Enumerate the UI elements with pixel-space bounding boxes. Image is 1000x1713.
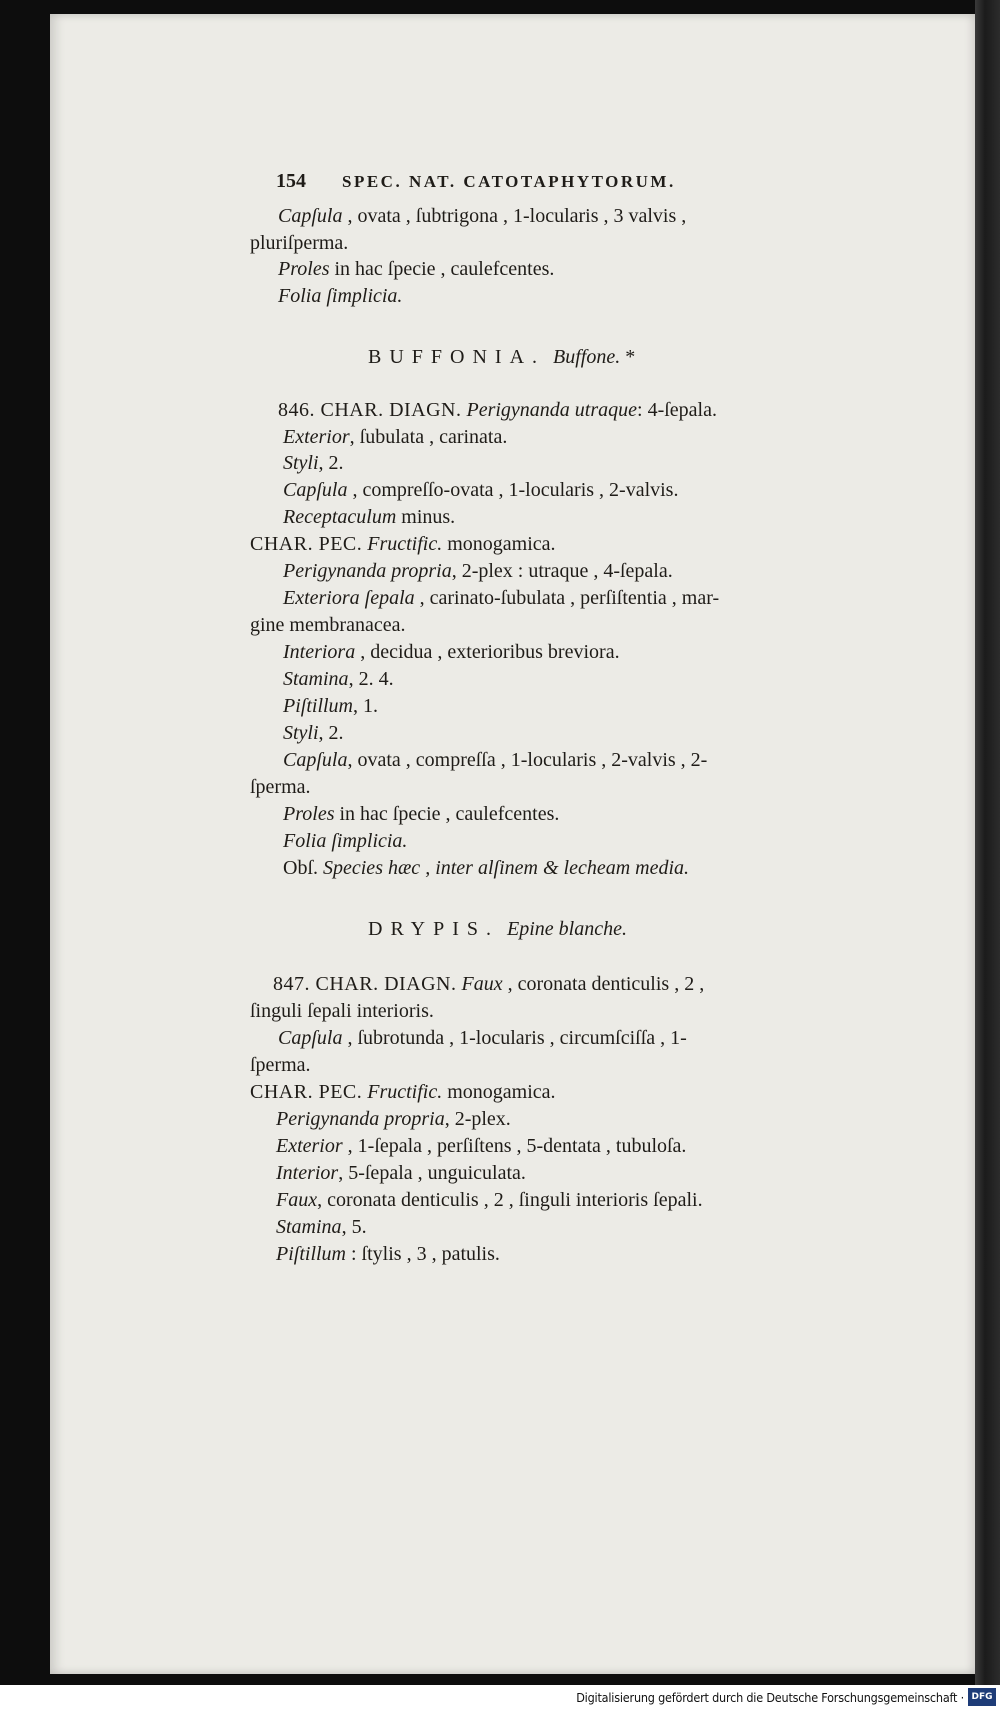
text: : 4-ſepala. — [637, 399, 717, 421]
text: : ſtylis , 3 , patulis. — [351, 1243, 500, 1265]
text: monogamica. — [447, 1081, 556, 1103]
term: Interiora — [283, 641, 356, 663]
text: , ovata , compreſſa , 1-locularis , 2-valvis , 2- — [347, 749, 708, 771]
text: Obſ. — [283, 857, 318, 879]
text-line — [276, 1188, 703, 1212]
text: , 5. — [341, 1216, 367, 1238]
text-line — [273, 972, 704, 996]
text-line — [276, 1107, 511, 1131]
term: Capſula — [283, 479, 348, 501]
book-edge — [975, 0, 1000, 1685]
term: Styli — [283, 452, 319, 474]
term: Faux — [461, 973, 503, 995]
term: Folia ſimplicia. — [278, 285, 403, 307]
text: , decidua , exterioribus breviora. — [360, 641, 620, 663]
text: , 2. — [318, 452, 344, 474]
text-line — [283, 748, 707, 772]
text-line — [283, 505, 455, 529]
term: Piſtillum — [276, 1243, 346, 1265]
page-number: 154 — [276, 170, 306, 192]
text: in hac ſpecie , caulefcentes. — [334, 258, 555, 280]
text: , compreſſo-ovata , 1-locularis , 2-valvis. — [352, 479, 679, 501]
running-title: SPEC. NAT. CATOTAPHYTORUM. — [342, 172, 676, 191]
term: Receptaculum — [283, 506, 397, 528]
term: Fructific. — [367, 533, 443, 555]
text-line — [250, 613, 405, 637]
book-page — [50, 14, 975, 1674]
text-line — [278, 1026, 687, 1050]
dfg-logo: DFG — [968, 1688, 996, 1706]
genus-name: DRYPIS. — [368, 918, 500, 940]
text: 846. CHAR. DIAGN. — [278, 399, 462, 421]
term: Capſula — [283, 749, 348, 771]
term: Folia ſimplicia. — [283, 830, 408, 852]
digitization-footer — [0, 1685, 1000, 1713]
text-line — [276, 1215, 367, 1239]
text-line — [250, 1080, 556, 1104]
term: Piſtillum — [283, 695, 353, 717]
text-line — [283, 856, 689, 880]
text-line — [283, 425, 507, 449]
text: CHAR. PEC. — [250, 533, 363, 555]
text-line — [283, 721, 344, 745]
text: , carinato-ſubulata , perſiſtentia , mar- — [419, 587, 720, 609]
text-line — [278, 257, 554, 281]
text: monogamica. — [447, 533, 556, 555]
text: CHAR. PEC. — [250, 1081, 363, 1103]
text-line — [278, 398, 717, 422]
text: ſperma. — [250, 1054, 311, 1076]
term: Fructific. — [367, 1081, 443, 1103]
vernacular-name: Buffone. — [553, 346, 621, 368]
term: Capſula — [278, 1027, 343, 1049]
text-line — [276, 1161, 526, 1185]
text-line — [250, 775, 311, 799]
text-line — [276, 1242, 500, 1266]
text: , ovata , ſubtrigona , 1-locularis , 3 valvis , — [347, 205, 687, 227]
text-line — [283, 667, 394, 691]
text: , 5-ſepala , unguiculata. — [338, 1162, 526, 1184]
term: Perigynanda propria — [283, 560, 452, 582]
mark: * — [625, 346, 636, 368]
funding-credit: Digitalisierung gefördert durch die Deutsche Forschungsgemeinschaft · — [576, 1690, 964, 1705]
text: gine membranacea. — [250, 614, 406, 636]
term: Exterior — [276, 1135, 343, 1157]
term: Proles — [283, 803, 335, 825]
text: , 2-plex : utraque , 4-ſepala. — [451, 560, 673, 582]
text-line — [250, 231, 348, 255]
genus-name: BUFFONIA. — [368, 346, 546, 368]
text: , coronata denticulis , 2 , ſinguli interioris ſepali. — [317, 1189, 703, 1211]
text: pluriſperma. — [250, 232, 349, 254]
text: , ſubulata , carinata. — [349, 426, 508, 448]
text-line — [250, 532, 556, 556]
vernacular-name: Epine blanche. — [507, 918, 627, 940]
text-line — [283, 640, 620, 664]
text-line — [278, 204, 686, 228]
text: , 2-plex. — [444, 1108, 511, 1130]
text: , 1-ſepala , perſiſtens , 5-dentata , tubuloſa. — [347, 1135, 687, 1157]
text-line — [283, 559, 673, 583]
term: Species hæc , inter alſinem & lecheam media. — [323, 857, 690, 879]
term: Exterior — [283, 426, 350, 448]
text-line — [283, 451, 344, 475]
genus-heading — [368, 917, 627, 941]
running-header — [276, 169, 676, 194]
text: ſperma. — [250, 776, 311, 798]
text: 847. CHAR. DIAGN. — [273, 973, 457, 995]
term: Interior — [276, 1162, 339, 1184]
term: Proles — [278, 258, 330, 280]
term: Styli — [283, 722, 319, 744]
text-line — [250, 999, 434, 1023]
text: , coronata denticulis , 2 , — [507, 973, 705, 995]
term: Perigynanda propria — [276, 1108, 445, 1130]
text-line — [250, 1053, 311, 1077]
text: , 1. — [353, 695, 378, 717]
text: in hac ſpecie , caulefcentes. — [339, 803, 560, 825]
term: Exteriora ſepala — [283, 587, 415, 609]
text-line — [283, 694, 378, 718]
text: , 2. 4. — [348, 668, 394, 690]
text: minus. — [401, 506, 456, 528]
term: Faux — [276, 1189, 318, 1211]
text-line — [283, 829, 407, 853]
text: ſinguli ſepali interioris. — [250, 1000, 434, 1022]
text: , 2. — [318, 722, 344, 744]
term: Capſula — [278, 205, 343, 227]
text-line — [278, 284, 402, 308]
term: Stamina — [276, 1216, 342, 1238]
text-line — [283, 802, 559, 826]
term: Stamina — [283, 668, 349, 690]
term: Perigynanda utraque — [466, 399, 638, 421]
text: , ſubrotunda , 1-locularis , circumſciſſa , 1- — [347, 1027, 687, 1049]
text-line — [276, 1134, 686, 1158]
text-line — [283, 586, 719, 610]
text-line — [283, 478, 678, 502]
genus-heading — [368, 345, 635, 369]
